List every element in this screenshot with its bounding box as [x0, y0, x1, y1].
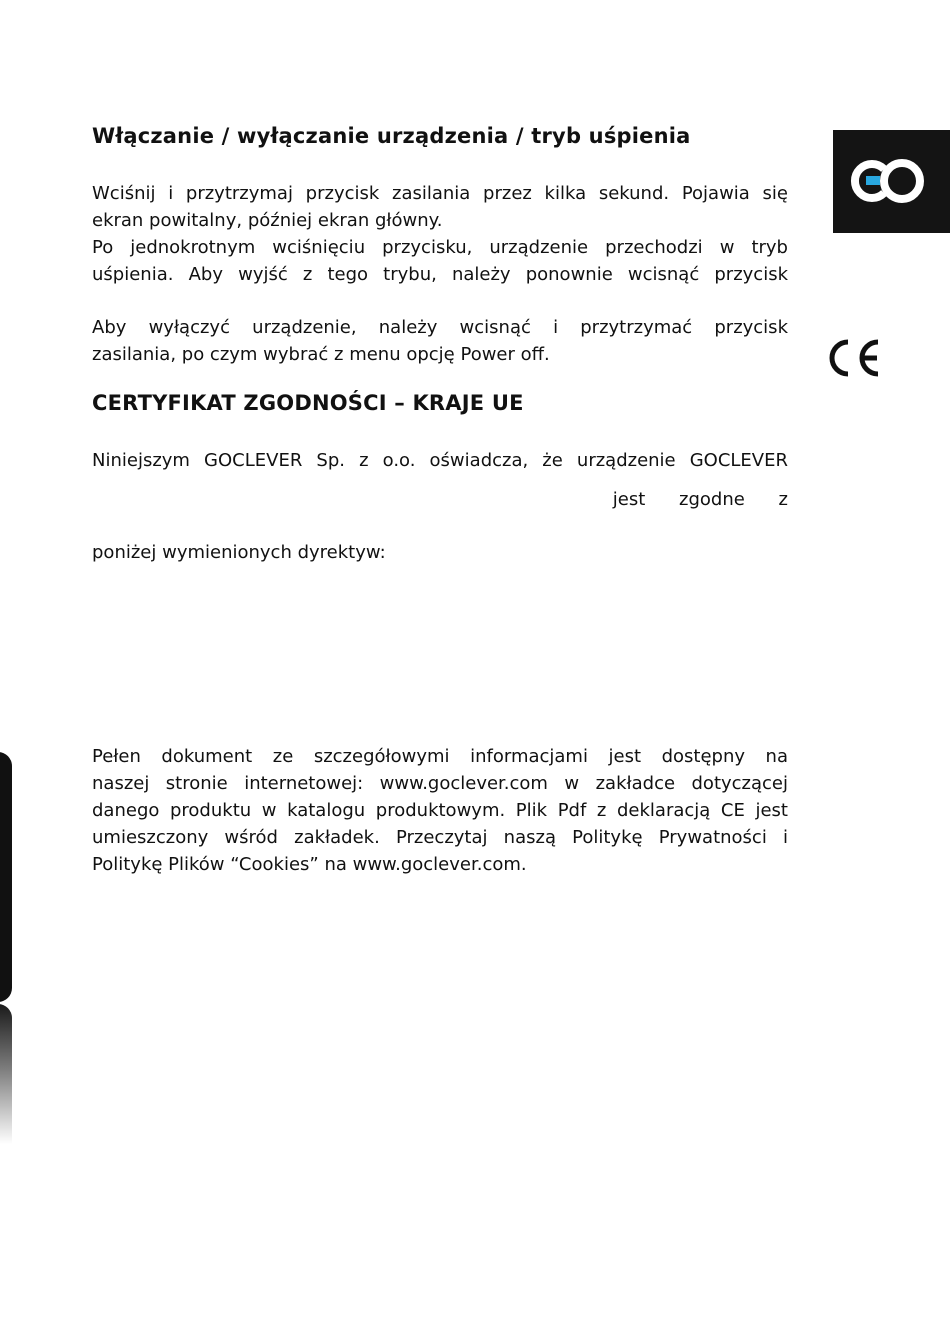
certificate-section-heading: CERTYFIKAT ZGODNOŚCI – KRAJE UE: [92, 391, 524, 415]
ce-mark-icon: [824, 336, 884, 380]
certificate-line-1: [92, 447, 788, 474]
text-line: danego produktu w katalogu produktowym. Plik Pdf z deklaracją CE jest: [92, 800, 788, 821]
certificate-line-3: poniżej wymienionych dyrektyw:: [92, 542, 386, 563]
text-line: uśpienia. Aby wyjść z tego trybu, należy ponownie wcisnąć przycisk: [92, 264, 788, 285]
text-line: Pełen dokument ze szczegółowymi informacjami jest dostępny na: [92, 746, 788, 767]
goclever-logo-tab: [833, 130, 950, 233]
power-paragraph-2: [92, 234, 788, 288]
certificate-line-2: jest zgodne z: [612, 489, 788, 510]
info-paragraph: [92, 743, 788, 878]
text-line: ekran powitalny, później ekran główny.: [92, 210, 443, 231]
text-line: umieszczony wśród zakładek. Przeczytaj naszą Politykę Prywatności i: [92, 827, 788, 848]
power-paragraph-1: [92, 180, 788, 234]
page-edge-fade: [0, 1004, 12, 1144]
text-line: Politykę Plików “Cookies” na www.goclever.com.: [92, 854, 527, 875]
page-edge-tab: [0, 752, 12, 1002]
power-section-heading: Włączanie / wyłączanie urządzenia / tryb uśpienia: [92, 124, 691, 148]
text-line: Wciśnij i przytrzymaj przycisk zasilania przez kilka sekund. Pojawia się: [92, 183, 788, 204]
text-line: naszej stronie internetowej: www.goclever.com w zakładce dotyczącej: [92, 773, 788, 794]
text-line: zasilania, po czym wybrać z menu opcję Power off.: [92, 344, 550, 365]
power-paragraph-3: [92, 314, 788, 368]
text-line: Niniejszym GOCLEVER Sp. z o.o. oświadcza, że urządzenie GOCLEVER: [92, 450, 788, 471]
text-line: Aby wyłączyć urządzenie, należy wcisnąć i przytrzymać przycisk: [92, 317, 788, 338]
text-line: Po jednokrotnym wciśnięciu przycisku, urządzenie przechodzi w tryb: [92, 237, 788, 258]
goclever-logo-icon: [833, 130, 950, 233]
